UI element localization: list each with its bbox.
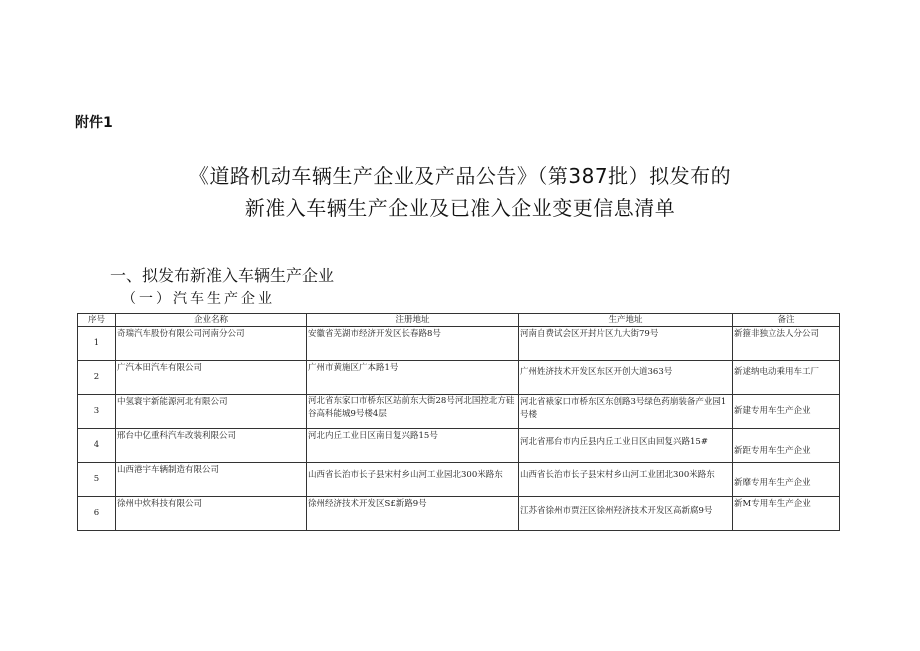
cell-note-text: 新建专用车生产企业 xyxy=(734,406,811,416)
cell-note xyxy=(733,429,840,463)
cell-name-text: 奇瑞汽车股份有限公司河南分公司 xyxy=(117,329,245,339)
table-row xyxy=(78,361,840,395)
cell-name-text: 中氢寰宇新能源河北有限公司 xyxy=(117,397,228,407)
cell-prod-addr-text: 河南自费试会区开封片区九大街79号 xyxy=(520,329,659,339)
subsection-heading: （一）汽车生产企业 xyxy=(122,291,275,307)
cell-no: 4 xyxy=(78,429,116,463)
cell-prod-addr-text: 江苏省徐州市贾汪区徐州羟济技术开发区高新腐9号 xyxy=(520,506,713,516)
cell-name xyxy=(116,327,307,361)
enterprise-table xyxy=(77,313,840,531)
table-row xyxy=(78,327,840,361)
cell-name-text: 邢台中亿重科汽车改装利限公司 xyxy=(117,431,237,441)
cell-name-text: 广汽本田汽车有限公司 xyxy=(117,363,203,373)
table-header-row xyxy=(78,314,840,327)
cell-prod-addr xyxy=(519,327,733,361)
cell-reg-addr-text: 广州市黄施区广本路1号 xyxy=(308,363,399,373)
document-title-line-2: 新准入车辆生产企业及已准入企业变更信息清单 xyxy=(244,196,676,220)
table-row xyxy=(78,429,840,463)
cell-reg-addr-text: 徐州经济技术开发区S£新路9号 xyxy=(308,499,427,509)
cell-note-text: 新M专用车生产企业 xyxy=(734,499,811,509)
cell-reg-addr xyxy=(307,395,519,429)
cell-name xyxy=(116,395,307,429)
cell-prod-addr xyxy=(519,429,733,463)
cell-note xyxy=(733,361,840,395)
cell-reg-addr xyxy=(307,497,519,531)
cell-note-text: 新距专用车生产企业 xyxy=(734,446,811,456)
header-note: 备注 xyxy=(733,314,840,327)
cell-no: 2 xyxy=(78,361,116,395)
cell-reg-addr-text: 山西省长治市长子县宋村乡山河工业园北300米路东 xyxy=(308,470,503,480)
cell-name xyxy=(116,429,307,463)
cell-name xyxy=(116,463,307,497)
cell-no: 3 xyxy=(78,395,116,429)
cell-reg-addr xyxy=(307,361,519,395)
header-name: 企业名称 xyxy=(116,314,307,327)
cell-prod-addr-text: 河北省邢台市内丘县内丘工业日区由回复兴路15# xyxy=(520,437,708,447)
cell-no: 1 xyxy=(78,327,116,361)
cell-reg-addr-text: 河北省东家口市桥东区站前东大街28号河北国控北方硅谷高科能城9号楼4层 xyxy=(308,396,515,419)
header-reg-addr: 注册地址 xyxy=(307,314,519,327)
table-row xyxy=(78,395,840,429)
cell-name-text: 徐州中炊科技有限公司 xyxy=(117,499,203,509)
cell-prod-addr xyxy=(519,497,733,531)
cell-note-text: 新靡专用车生产企业 xyxy=(734,478,811,488)
cell-prod-addr-text: 广州姓济技术开发区东区开创大道363号 xyxy=(520,367,673,377)
cell-note-text: 新箍非独立法人分公司 xyxy=(734,329,820,339)
cell-prod-addr xyxy=(519,361,733,395)
cell-name-text: 山西港宇车辆制造有限公司 xyxy=(117,465,220,475)
header-prod-addr: 生产地址 xyxy=(519,314,733,327)
cell-reg-addr-text: 河北内丘工业日区南日复兴路15号 xyxy=(308,431,438,441)
cell-name xyxy=(116,361,307,395)
cell-reg-addr xyxy=(307,327,519,361)
cell-no: 6 xyxy=(78,497,116,531)
document-title-line-1: 《道路机动车辆生产企业及产品公告》（第387批）拟发布的 xyxy=(188,164,732,188)
cell-name xyxy=(116,497,307,531)
header-no: 序号 xyxy=(78,314,116,327)
cell-prod-addr xyxy=(519,463,733,497)
cell-reg-addr xyxy=(307,463,519,497)
cell-reg-addr xyxy=(307,429,519,463)
cell-note xyxy=(733,327,840,361)
cell-note xyxy=(733,395,840,429)
cell-no: 5 xyxy=(78,463,116,497)
cell-reg-addr-text: 安徽省芜湖市经济开发区长春路8号 xyxy=(308,329,441,339)
cell-prod-addr-text: 河北省裱家口市桥东区东创路3号绿色药崩装备产业园1号楼 xyxy=(520,397,727,420)
attachment-label: 附件1 xyxy=(75,115,113,131)
cell-note xyxy=(733,497,840,531)
table-row xyxy=(78,497,840,531)
section-heading: 一、拟发布新准入车辆生产企业 xyxy=(110,266,335,285)
cell-note xyxy=(733,463,840,497)
cell-note-text: 新逑纳电动乘用车工厂 xyxy=(734,367,820,377)
cell-prod-addr xyxy=(519,395,733,429)
table-row xyxy=(78,463,840,497)
cell-prod-addr-text: 山西省长治市长子县宋村乡山河工业团北300米路东 xyxy=(520,470,715,480)
